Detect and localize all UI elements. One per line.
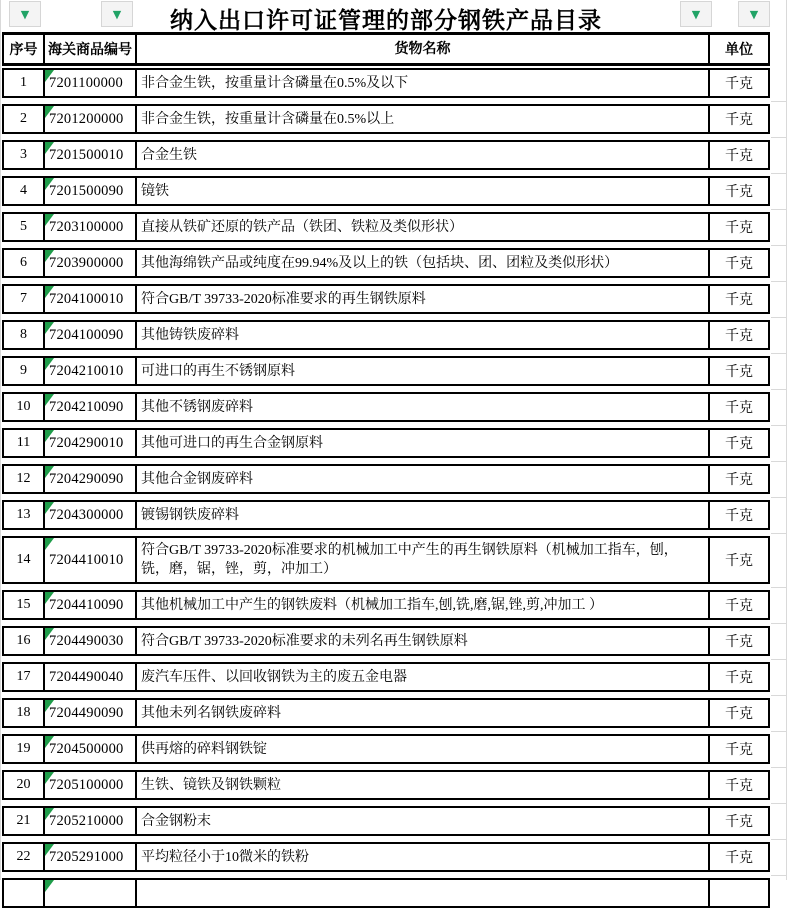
unit-value: 千克 xyxy=(725,221,753,236)
goods-name: 直接从铁矿还原的铁产品（铁团、铁粒及类似形状） xyxy=(141,219,463,235)
row-number-cell[interactable] xyxy=(4,70,43,96)
hs-code-cell[interactable] xyxy=(43,772,135,798)
hs-code-cell[interactable] xyxy=(43,538,135,582)
gridline-segment xyxy=(771,731,786,732)
error-flag-icon xyxy=(45,502,54,514)
goods-name-cell[interactable] xyxy=(135,178,708,204)
goods-name-cell[interactable] xyxy=(135,250,708,276)
row-number: 12 xyxy=(16,471,31,486)
goods-name: 生铁、镜铁及钢铁颗粒 xyxy=(141,777,281,793)
table-row xyxy=(2,392,770,422)
hs-code: 7204290010 xyxy=(49,434,124,451)
unit-cell[interactable] xyxy=(708,664,768,690)
row-number-cell[interactable] xyxy=(4,772,43,798)
gridline-segment xyxy=(771,803,786,804)
hs-code: 7204500000 xyxy=(49,740,124,757)
hs-code: 7204100010 xyxy=(49,290,124,307)
error-flag-icon xyxy=(45,106,54,118)
gridline-segment xyxy=(771,281,786,282)
table-row xyxy=(2,734,770,764)
goods-name: 可进口的再生不锈钢原料 xyxy=(141,363,295,379)
hs-code-cell[interactable] xyxy=(43,322,135,348)
goods-name-cell[interactable] xyxy=(135,430,708,456)
row-number-cell[interactable] xyxy=(4,466,43,492)
row-number: 1 xyxy=(20,75,27,90)
error-flag-icon xyxy=(45,394,54,406)
error-flag-icon xyxy=(45,178,54,190)
goods-name-cell[interactable] xyxy=(135,358,708,384)
row-number-cell[interactable] xyxy=(4,214,43,240)
unit-value: 千克 xyxy=(725,365,753,380)
error-flag-icon xyxy=(45,358,54,370)
error-flag-icon xyxy=(45,250,54,262)
goods-name: 供再熔的碎料钢铁锭 xyxy=(141,741,267,757)
unit-cell[interactable] xyxy=(708,538,768,582)
goods-name: 其他不锈钢废碎料 xyxy=(141,399,253,415)
table-row xyxy=(2,626,770,656)
goods-name-cell[interactable] xyxy=(135,214,708,240)
goods-name-cell[interactable] xyxy=(135,880,708,906)
hs-code-cell[interactable] xyxy=(43,358,135,384)
unit-cell[interactable] xyxy=(708,178,768,204)
unit-cell[interactable] xyxy=(708,844,768,870)
row-number-cell[interactable] xyxy=(4,808,43,834)
gridline-segment xyxy=(771,839,786,840)
hs-code-cell[interactable] xyxy=(43,808,135,834)
goods-name: 镀锡钢铁废碎料 xyxy=(141,507,239,523)
hs-code-cell[interactable] xyxy=(43,394,135,420)
row-number: 10 xyxy=(16,399,31,414)
filter-arrow-icon: ▼ xyxy=(20,7,30,21)
row-number-cell[interactable] xyxy=(4,358,43,384)
row-number: 5 xyxy=(20,219,27,234)
hs-code: 7205100000 xyxy=(49,776,124,793)
gridline-segment xyxy=(771,875,786,876)
row-number: 18 xyxy=(16,705,31,720)
unit-cell[interactable] xyxy=(708,142,768,168)
goods-name: 非合金生铁，按重量计含磷量在0.5%及以下 xyxy=(141,75,409,91)
header-code[interactable] xyxy=(43,35,135,63)
hs-code: 7205210000 xyxy=(49,812,124,829)
goods-name-cell[interactable] xyxy=(135,322,708,348)
header-name-label: 货物名称 xyxy=(394,41,451,57)
error-flag-icon xyxy=(45,466,54,478)
row-number: 2 xyxy=(20,111,27,126)
filter-arrow-icon: ▼ xyxy=(691,7,701,21)
goods-name: 合金钢粉末 xyxy=(141,813,211,829)
hs-code: 7204410090 xyxy=(49,596,124,613)
goods-name-cell[interactable] xyxy=(135,844,708,870)
row-number-cell[interactable] xyxy=(4,394,43,420)
goods-name: 废汽车压件、以回收钢铁为主的废五金电器 xyxy=(141,669,407,685)
hs-code: 7204300000 xyxy=(49,506,124,523)
row-number-cell[interactable] xyxy=(4,502,43,528)
error-flag-icon xyxy=(45,70,54,82)
sheet-gridline-left xyxy=(0,0,1,880)
row-number: 16 xyxy=(16,633,31,648)
hs-code: 7201200000 xyxy=(49,110,124,127)
unit-cell[interactable] xyxy=(708,592,768,618)
hs-code: 7204210090 xyxy=(49,398,124,415)
spreadsheet xyxy=(2,0,770,914)
table-row xyxy=(2,68,770,98)
table-row xyxy=(2,536,770,584)
error-flag-icon xyxy=(45,880,54,892)
unit-cell[interactable] xyxy=(708,70,768,96)
row-number: 15 xyxy=(16,597,31,612)
unit-cell[interactable] xyxy=(708,106,768,132)
row-number: 7 xyxy=(20,291,27,306)
table-row xyxy=(2,248,770,278)
row-number-cell[interactable] xyxy=(4,592,43,618)
gridline-segment xyxy=(771,101,786,102)
unit-cell[interactable] xyxy=(708,214,768,240)
row-number: 13 xyxy=(16,507,31,522)
row-number-cell[interactable] xyxy=(4,700,43,726)
gridline-segment xyxy=(771,587,786,588)
hs-code-cell[interactable] xyxy=(43,736,135,762)
header-unit[interactable] xyxy=(708,35,768,63)
table-row xyxy=(2,320,770,350)
hs-code: 7204490090 xyxy=(49,704,124,721)
table-header-row xyxy=(2,32,770,66)
hs-code: 7204210010 xyxy=(49,362,124,379)
unit-value: 千克 xyxy=(725,293,753,308)
hs-code-cell[interactable] xyxy=(43,664,135,690)
unit-cell[interactable] xyxy=(708,286,768,312)
unit-cell[interactable] xyxy=(708,628,768,654)
hs-code: 7203900000 xyxy=(49,254,124,271)
goods-name-cell[interactable] xyxy=(135,736,708,762)
row-number: 11 xyxy=(16,435,31,450)
sheet-gridline-right xyxy=(786,0,787,880)
filter-dropdown-button-unit[interactable] xyxy=(738,1,770,27)
title-row[interactable] xyxy=(2,0,770,32)
header-seq-label: 序号 xyxy=(9,43,38,58)
table-row xyxy=(2,356,770,386)
row-number: 22 xyxy=(16,849,31,864)
table-row xyxy=(2,662,770,692)
row-number-cell[interactable] xyxy=(4,142,43,168)
gridline-segment xyxy=(771,209,786,210)
table-body xyxy=(2,68,770,908)
goods-name: 其他未列名钢铁废碎料 xyxy=(141,705,281,721)
error-flag-icon xyxy=(45,700,54,712)
table-row xyxy=(2,500,770,530)
header-unit-label: 单位 xyxy=(725,43,753,58)
row-number-cell[interactable] xyxy=(4,664,43,690)
row-number: 21 xyxy=(16,813,31,828)
table-row xyxy=(2,590,770,620)
goods-name-cell[interactable] xyxy=(135,808,708,834)
header-code-label: 海关商品编号 xyxy=(48,43,132,58)
goods-name-cell[interactable] xyxy=(135,106,708,132)
unit-cell[interactable] xyxy=(708,394,768,420)
hs-code-cell[interactable] xyxy=(43,844,135,870)
goods-name: 符合GB/T 39733-2020标准要求的再生钢铁原料 xyxy=(141,291,426,307)
goods-name: 符合GB/T 39733-2020标准要求的未列名再生钢铁原料 xyxy=(141,633,468,649)
hs-code: 7204100090 xyxy=(49,326,124,343)
unit-value: 千克 xyxy=(725,815,753,830)
row-number-cell[interactable] xyxy=(4,106,43,132)
hs-code: 7203100000 xyxy=(49,218,124,235)
hs-code-cell[interactable] xyxy=(43,142,135,168)
goods-name: 非合金生铁，按重量计含磷量在0.5%以上 xyxy=(141,111,395,127)
goods-name-cell[interactable] xyxy=(135,142,708,168)
unit-cell[interactable] xyxy=(708,250,768,276)
hs-code-cell[interactable] xyxy=(43,286,135,312)
row-number-cell[interactable] xyxy=(4,430,43,456)
row-number-cell[interactable] xyxy=(4,286,43,312)
row-number-cell[interactable] xyxy=(4,538,43,582)
unit-value: 千克 xyxy=(725,437,753,452)
unit-value: 千克 xyxy=(725,635,753,650)
goods-name-cell[interactable] xyxy=(135,664,708,690)
error-flag-icon xyxy=(45,736,54,748)
goods-name: 其他机械加工中产生的钢铁废料（机械加工指车,刨,铣,磨,锯,锉,剪,冲加工 ） xyxy=(141,597,603,613)
hs-code-cell[interactable] xyxy=(43,70,135,96)
goods-name: 其他海绵铁产品或纯度在99.94%及以上的铁（包括块、团、团粒及类似形状） xyxy=(141,255,619,271)
row-number-cell[interactable] xyxy=(4,250,43,276)
unit-cell[interactable] xyxy=(708,808,768,834)
row-number-cell[interactable] xyxy=(4,736,43,762)
goods-name-cell[interactable] xyxy=(135,592,708,618)
gridline-segment xyxy=(771,137,786,138)
header-seq[interactable] xyxy=(4,35,43,63)
goods-name-cell[interactable] xyxy=(135,286,708,312)
hs-code: 7201100000 xyxy=(49,74,123,91)
row-number: 4 xyxy=(20,183,27,198)
page-title: 纳入出口许可证管理的部分钢铁产品目录 xyxy=(170,8,602,33)
unit-value: 千克 xyxy=(725,401,753,416)
unit-cell[interactable] xyxy=(708,430,768,456)
hs-code-cell[interactable] xyxy=(43,628,135,654)
table-row xyxy=(2,176,770,206)
filter-arrow-icon: ▼ xyxy=(749,7,759,21)
gridline-segment xyxy=(771,767,786,768)
row-number: 8 xyxy=(20,327,27,342)
hs-code-cell[interactable] xyxy=(43,214,135,240)
hs-code-cell[interactable] xyxy=(43,106,135,132)
hs-code: 7204410010 xyxy=(49,551,124,568)
unit-value: 千克 xyxy=(725,671,753,686)
row-number: 6 xyxy=(20,255,27,270)
goods-name: 镜铁 xyxy=(141,183,169,199)
hs-code: 7204490040 xyxy=(49,668,124,685)
filter-arrow-icon: ▼ xyxy=(112,7,122,21)
table-row xyxy=(2,140,770,170)
error-flag-icon xyxy=(45,286,54,298)
unit-cell[interactable] xyxy=(708,358,768,384)
gridline-segment xyxy=(771,425,786,426)
error-flag-icon xyxy=(45,142,54,154)
error-flag-icon xyxy=(45,538,54,550)
unit-value: 千克 xyxy=(725,149,753,164)
unit-value: 千克 xyxy=(725,599,753,614)
unit-cell[interactable] xyxy=(708,880,768,906)
unit-value: 千克 xyxy=(725,509,753,524)
error-flag-icon xyxy=(45,430,54,442)
unit-value: 千克 xyxy=(725,779,753,794)
hs-code-cell[interactable] xyxy=(43,178,135,204)
row-number-cell[interactable] xyxy=(4,322,43,348)
filter-dropdown-button-name[interactable] xyxy=(680,1,712,27)
goods-name: 其他可进口的再生合金钢原料 xyxy=(141,435,323,451)
row-number: 19 xyxy=(16,741,31,756)
table-row xyxy=(2,212,770,242)
unit-cell[interactable] xyxy=(708,502,768,528)
error-flag-icon xyxy=(45,772,54,784)
goods-name: 符合GB/T 39733-2020标准要求的机械加工中产生的再生钢铁原料（机械加工指车，刨，铣，磨，锯，锉，剪，冲加工） xyxy=(141,543,678,577)
hs-code-cell[interactable] xyxy=(43,250,135,276)
goods-name-cell[interactable] xyxy=(135,394,708,420)
error-flag-icon xyxy=(45,844,54,856)
table-row xyxy=(2,842,770,872)
goods-name: 其他铸铁废碎料 xyxy=(141,327,239,343)
error-flag-icon xyxy=(45,592,54,604)
gridline-segment xyxy=(771,389,786,390)
table-row xyxy=(2,464,770,494)
goods-name: 其他合金钢废碎料 xyxy=(141,471,253,487)
goods-name-cell[interactable] xyxy=(135,628,708,654)
goods-name-cell[interactable] xyxy=(135,700,708,726)
unit-cell[interactable] xyxy=(708,322,768,348)
hs-code-cell[interactable] xyxy=(43,430,135,456)
hs-code: 7205291000 xyxy=(49,848,124,865)
unit-value: 千克 xyxy=(725,77,753,92)
gridline-segment xyxy=(771,461,786,462)
unit-value: 千克 xyxy=(725,851,753,866)
row-number-cell[interactable] xyxy=(4,844,43,870)
hs-code: 7204490030 xyxy=(49,632,124,649)
goods-name: 平均粒径小于10微米的铁粉 xyxy=(141,849,309,865)
unit-value: 千克 xyxy=(725,257,753,272)
table-row xyxy=(2,698,770,728)
hs-code-cell[interactable] xyxy=(43,466,135,492)
unit-value: 千克 xyxy=(725,554,753,569)
unit-cell[interactable] xyxy=(708,772,768,798)
unit-value: 千克 xyxy=(725,113,753,128)
gridline-segment xyxy=(771,623,786,624)
goods-name-cell[interactable] xyxy=(135,538,708,582)
gridline-segment xyxy=(771,353,786,354)
gridline-segment xyxy=(771,497,786,498)
row-number-cell[interactable] xyxy=(4,628,43,654)
gridline-segment xyxy=(771,173,786,174)
row-number: 9 xyxy=(20,363,27,378)
table-row xyxy=(2,104,770,134)
error-flag-icon xyxy=(45,628,54,640)
gridline-segment xyxy=(771,659,786,660)
error-flag-icon xyxy=(45,214,54,226)
goods-name-cell[interactable] xyxy=(135,502,708,528)
row-number-cell[interactable] xyxy=(4,880,43,906)
hs-code-cell[interactable] xyxy=(43,502,135,528)
gridline-segment xyxy=(771,245,786,246)
error-flag-icon xyxy=(45,808,54,820)
table-row xyxy=(2,770,770,800)
gridline-segment xyxy=(771,695,786,696)
unit-cell[interactable] xyxy=(708,736,768,762)
table-row xyxy=(2,878,770,908)
goods-name-cell[interactable] xyxy=(135,466,708,492)
hs-code: 7204290090 xyxy=(49,470,124,487)
error-flag-icon xyxy=(45,322,54,334)
unit-value: 千克 xyxy=(725,743,753,758)
hs-code-cell[interactable] xyxy=(43,592,135,618)
hs-code: 7201500090 xyxy=(49,182,124,199)
row-number: 14 xyxy=(16,552,31,567)
unit-value: 千克 xyxy=(725,473,753,488)
row-number-cell[interactable] xyxy=(4,178,43,204)
goods-name-cell[interactable] xyxy=(135,70,708,96)
unit-cell[interactable] xyxy=(708,700,768,726)
hs-code: 7201500010 xyxy=(49,146,124,163)
header-name[interactable] xyxy=(135,35,708,63)
table-row xyxy=(2,806,770,836)
hs-code-cell[interactable] xyxy=(43,880,135,906)
unit-value: 千克 xyxy=(725,185,753,200)
gridline-segment xyxy=(771,533,786,534)
goods-name-cell[interactable] xyxy=(135,772,708,798)
unit-value: 千克 xyxy=(725,707,753,722)
row-number: 3 xyxy=(20,147,27,162)
hs-code-cell[interactable] xyxy=(43,700,135,726)
row-number: 17 xyxy=(16,669,31,684)
goods-name: 合金生铁 xyxy=(141,147,197,163)
gridline-segment xyxy=(771,317,786,318)
row-number: 20 xyxy=(16,777,31,792)
table-row xyxy=(2,284,770,314)
unit-cell[interactable] xyxy=(708,466,768,492)
table-row xyxy=(2,428,770,458)
unit-value: 千克 xyxy=(725,329,753,344)
